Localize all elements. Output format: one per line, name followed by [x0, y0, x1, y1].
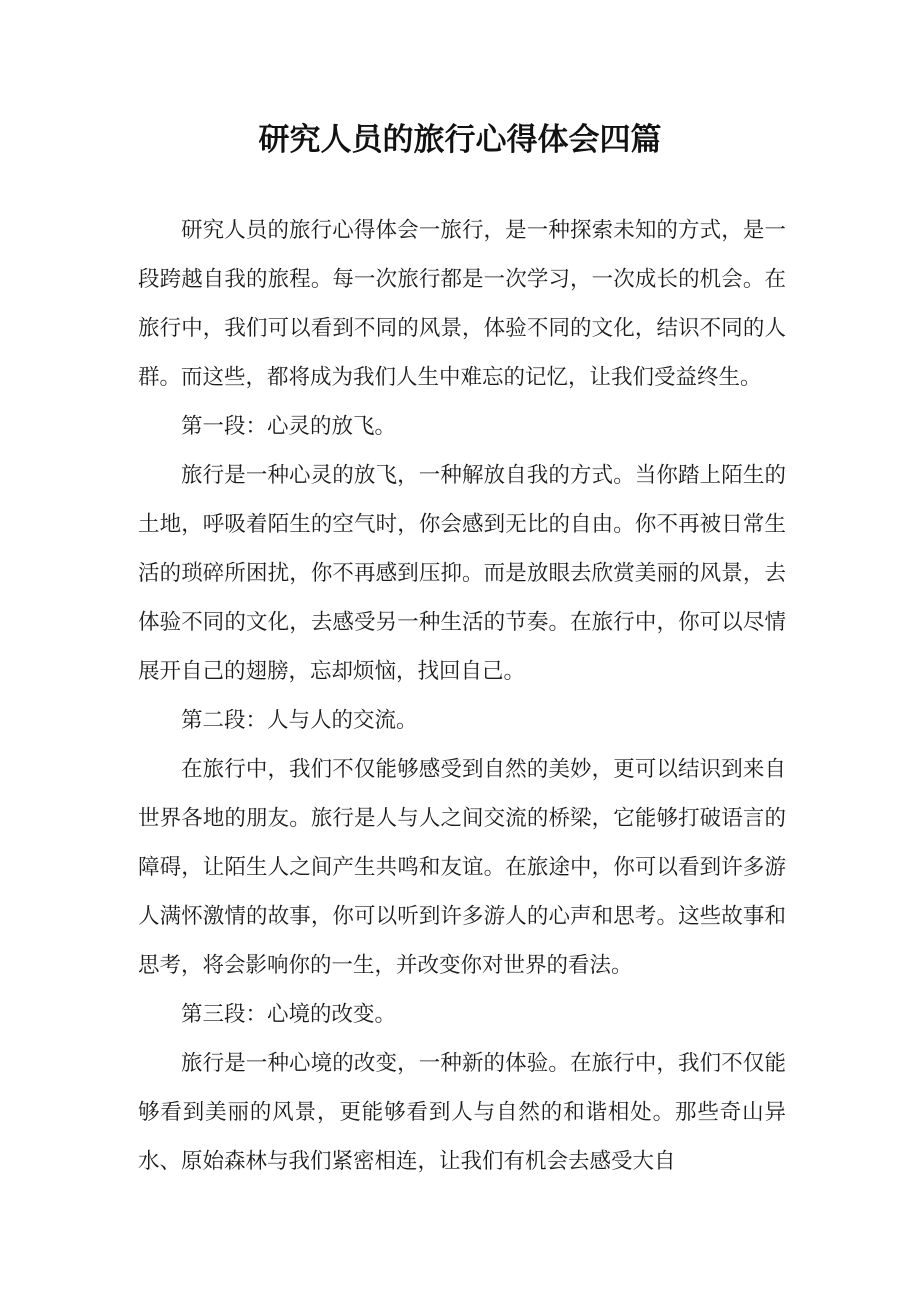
- paragraph-section-2: 在旅行中，我们不仅能够感受到自然的美妙，更可以结识到来自世界各地的朋友。旅行是人与人之间交流的桥梁，它能够打破语言的障碍，让陌生人之间产生共鸣和友谊。在旅途中，你可以看到许多游人满怀激情的故事，你可以听到许多游人的心声和思考。这些故事和思考，将会影响你的一生，并改变你对世界的看法。: [138, 757, 786, 978]
- section-heading-3: 第三段：心境的改变。: [181, 1002, 397, 1027]
- document-title: 研究人员的旅行心得体会四篇: [258, 122, 662, 158]
- paragraph-section-1: 旅行是一种心灵的放飞，一种解放自我的方式。当你踏上陌生的土地，呼吸着陌生的空气时，你会感到无比的自由。你不再被日常生活的琐碎所困扰，你不再感到压抑。而是放眼去欣赏美丽的风景，去体验不同的文化，去感受另一种生活的节奏。在旅行中，你可以尽情展开自己的翅膀，忘却烦恼，找回自己。: [138, 463, 786, 684]
- section-heading-1: 第一段：心灵的放飞。: [181, 414, 397, 439]
- paragraph-section-3: 旅行是一种心境的改变，一种新的体验。在旅行中，我们不仅能够看到美丽的风景，更能够看到人与自然的和谐相处。那些奇山异水、原始森林与我们紧密相连，让我们有机会去感受大自: [138, 1051, 786, 1174]
- paragraph-intro: 研究人员的旅行心得体会一旅行，是一种探索未知的方式，是一段跨越自我的旅程。每一次旅行都是一次学习，一次成长的机会。在旅行中，我们可以看到不同的风景，体验不同的文化，结识不同的人群。而这些，都将成为我们人生中难忘的记忆，让我们受益终生。: [138, 218, 786, 390]
- section-heading-2: 第二段：人与人的交流。: [181, 708, 418, 733]
- document-body: [138, 206, 786, 1186]
